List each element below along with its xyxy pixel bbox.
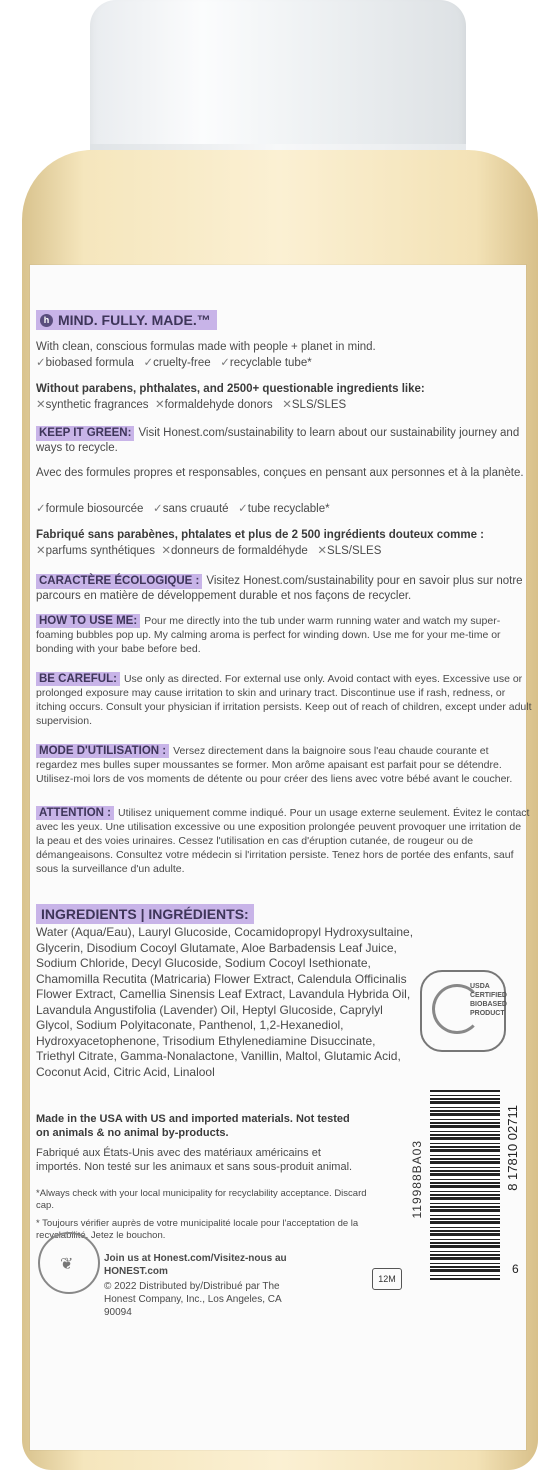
x-icon: ✕ xyxy=(161,545,171,557)
eco-heading: CARACTÈRE ÉCOLOGIQUE : xyxy=(36,574,202,589)
period-after-opening-icon: 12M xyxy=(372,1268,402,1290)
check-icon: ✓ xyxy=(143,357,154,369)
mode-heading: MODE D'UTILISATION : xyxy=(36,744,169,758)
check-item: cruelty-free xyxy=(153,357,211,369)
check-icon: ✓ xyxy=(153,503,163,515)
attention xyxy=(36,806,532,876)
attention-heading: ATTENTION : xyxy=(36,806,114,820)
x-icon: ✕ xyxy=(36,399,46,411)
check-icon: ✓ xyxy=(36,503,46,515)
attention-text: Utilisez uniquement comme indiqué. Pour un usage externe seulement. Évitez le contact avec les yeux. Une utilisation excessive ou une exposition prolongée peuvent provoquer une irritation de la peau et des voies urinaires. Cessez l'utilisation en cas d'éruption cutanée, de rougeur ou de démangeaisons. Consultez votre médecin si l'irritation persiste. Tenez hors de portée des enfants, sauf sous la surveillance d'un adulte. xyxy=(36,807,530,875)
join-us: Join us at Honest.com/Visitez-nous au HONEST.com xyxy=(104,1253,287,1277)
keep-green-text: Visit Honest.com/sustainability to learn about our sustainability journey and ways to recycle. xyxy=(36,427,520,454)
butterfly-icon: ❦ xyxy=(60,1256,74,1273)
bottle-cap xyxy=(90,0,466,170)
x-item: synthetic fragrances xyxy=(45,399,149,411)
usda-biobased-badge xyxy=(420,970,506,1052)
x-item: formaldehyde donors xyxy=(164,399,273,411)
check-icon: ✓ xyxy=(238,503,248,515)
barcode xyxy=(430,1090,500,1280)
x-item: SLS/SLES xyxy=(291,399,347,411)
x-icon: ✕ xyxy=(282,399,292,411)
keep-green-heading: KEEP IT GREEN: xyxy=(36,426,134,441)
banner-text: MIND. FULLY. MADE.™ xyxy=(58,312,211,328)
be-careful xyxy=(36,672,532,728)
mode-text: Versez directement dans la baignoire sous l'eau chaude courante et regardez mes bulles super moussantes se former. Mon arôme apaisant est parfait pour se détendre. Utilisez-moi lors de vos moments de détente ou pour créer des liens avec votre bébé avant le coucher. xyxy=(36,745,513,785)
check-item: biobased formula xyxy=(45,357,134,369)
x-item: SLS/SLES xyxy=(327,545,382,557)
en-x-list xyxy=(36,398,532,413)
en-intro: With clean, conscious formulas made with people + planet in mind. xyxy=(36,341,376,353)
eco-section xyxy=(36,574,532,604)
usda-text: USDA CERTIFIED BIOBASED PRODUCT xyxy=(470,983,507,1017)
honest-logo-icon: h xyxy=(40,314,53,327)
how-to-use-heading: HOW TO USE ME: xyxy=(36,614,140,628)
keep-green xyxy=(36,426,532,456)
check-item: tube recyclable* xyxy=(247,503,330,515)
check-item: sans cruauté xyxy=(162,503,229,515)
ingredients-list: Water (Aqua/Eau), Lauryl Glucoside, Cocamidopropyl Hydroxysultaine, Glycerin, Disodium Cocoyl Glutamate, Aloe Barbadensis Leaf Juice, Sodium Chloride, Decyl Glucoside, Sodium Cocoyl Isethionate, Chamomilla Recutita (Matricaria) Flower Extract, Calendula Officinalis Flower Extract, Camellia Sinensis Leaf Extract, Lavandula Hybrida Oil, Lavandula Angustifolia (Lavender) Oil, Heptyl Glucoside, Caprylyl Glycol, Sodium Polyitaconate, Panthenol, 1,2-Hexanediol, Hydroxyacetophenone, Trisodium Ethylenediamine Disuccinate, Triethyl Citrate, Gamma-Nonalactone, Vanillin, Maltol, Glutamic Acid, Coconut Acid, Citric Acid, Linalool xyxy=(36,925,414,1079)
copyright: © 2022 Distributed by/Distribué par The Honest Company, Inc., Los Angeles, CA 90094 xyxy=(104,1281,282,1318)
fr-checks xyxy=(36,502,532,517)
x-icon: ✕ xyxy=(317,545,328,557)
recycle-note-en: *Always check with your local municipality for recyclability acceptance. Discard cap. xyxy=(36,1188,367,1211)
lot-code: 119988BA03 xyxy=(410,1140,424,1219)
ingredients-heading: INGREDIENTS | INGRÉDIENTS: xyxy=(36,904,254,924)
fabrique: Fabriqué aux États-Unis avec des matériaux américains et importés. Non testé sur les animaux et sans sous-produit animal. xyxy=(36,1147,353,1173)
fr-without: Fabriqué sans parabènes, phtalates et plus de 2 500 ingrédients douteux comme : xyxy=(36,529,484,541)
en-without: Without parabens, phthalates, and 2500+ questionable ingredients like: xyxy=(36,383,425,395)
eco-text: Visitez Honest.com/sustainability pour en savoir plus sur notre parcours en matière de développement durable et nos façons de recycler. xyxy=(36,575,523,602)
x-item: parfums synthétiques xyxy=(45,545,155,557)
check-icon: ✓ xyxy=(36,357,46,369)
be-careful-heading: BE CAREFUL: xyxy=(36,672,120,686)
made-in-usa: Made in the USA with US and imported materials. Not tested on animals & no animal by-products. xyxy=(36,1113,350,1139)
x-item: donneurs de formaldéhyde xyxy=(170,545,308,557)
mind-fully-made-banner xyxy=(36,310,217,330)
honest-company-seal xyxy=(38,1232,100,1294)
check-item: recyclable tube* xyxy=(229,357,312,369)
check-item: formule biosourcée xyxy=(45,503,144,515)
fr-intro: Avec des formules propres et responsables, conçues en pensant aux personnes et à la planète. xyxy=(36,467,524,479)
how-to-use xyxy=(36,614,532,656)
barcode-check-digit: 6 xyxy=(512,1262,519,1276)
mode-utilisation xyxy=(36,744,532,786)
recycle-note-fr: * Toujours vérifier auprès de votre municipalité locale pour l'acceptation de la recyclabilité. Jetez le bouchon. xyxy=(36,1218,359,1241)
barcode-number: 8 17810 02711 xyxy=(505,1105,520,1191)
en-checks xyxy=(36,356,532,371)
how-to-use-text: Pour me directly into the tub under warm running water and watch my super-foaming bubbles pop up. My calming aroma is perfect for winding down. Use me for your me-time or bonding with your babe before bed. xyxy=(36,615,501,655)
x-icon: ✕ xyxy=(36,545,46,557)
check-icon: ✓ xyxy=(220,357,230,369)
be-careful-text: Use only as directed. For external use only. Avoid contact with eyes. Excessive use or prolonged exposure may cause irritation to skin and urinary tract. Discontinue use if rash, redness, or itching occurs. Consult your physician if irritation persists. Keep out of reach of children, except under adult supervision. xyxy=(36,673,532,727)
fr-x-list xyxy=(36,544,532,559)
x-icon: ✕ xyxy=(154,399,165,411)
